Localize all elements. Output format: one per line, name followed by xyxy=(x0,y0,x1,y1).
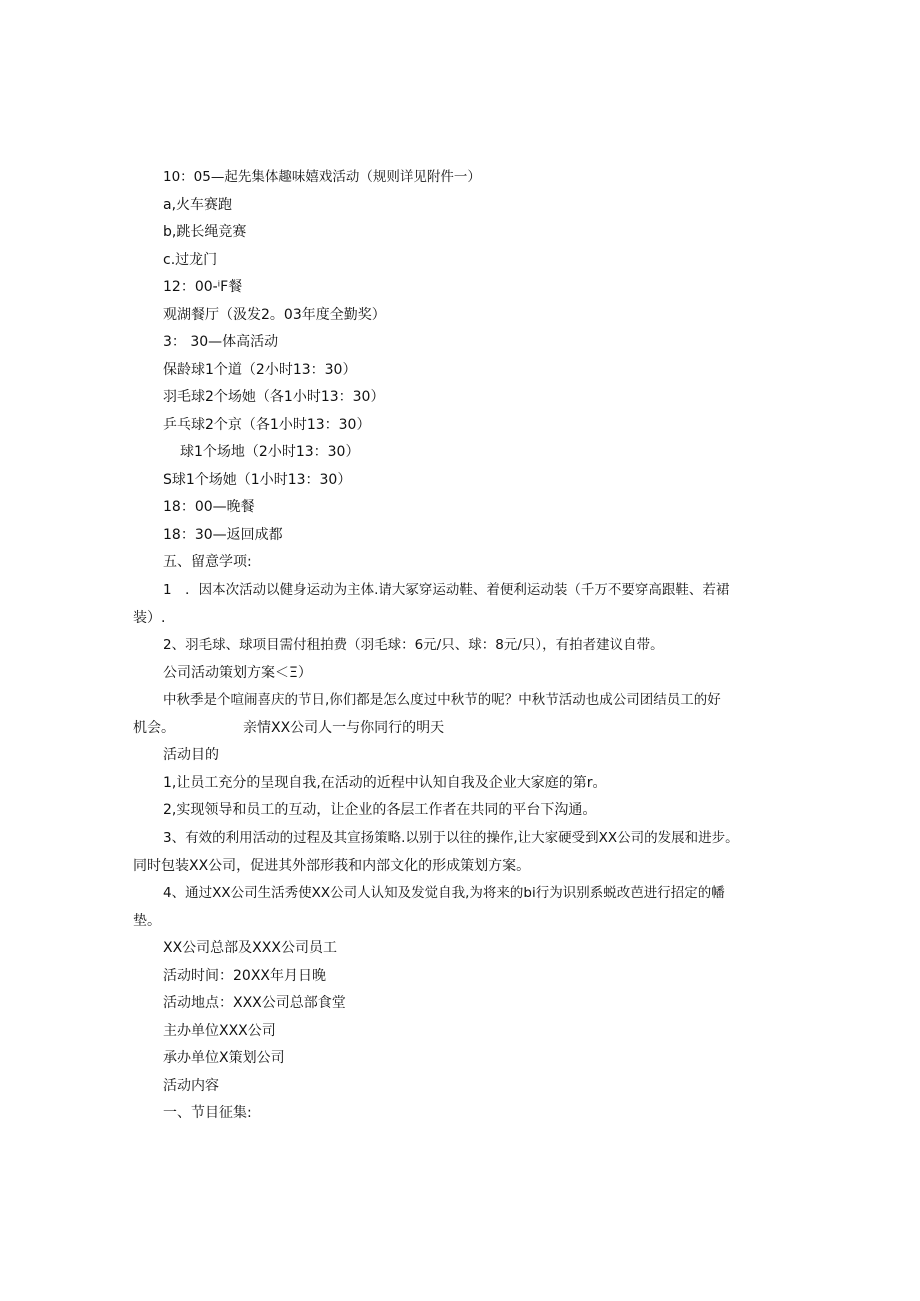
program-collection-heading: 一、节目征集: xyxy=(163,1105,252,1121)
item-b: b,跳长绳竞赛 xyxy=(163,224,247,240)
schedule-line-1005: 10：05—起先集体趣味嬉戏活动（规则详见附件一） xyxy=(163,169,481,185)
organizer: 主办单位XXX公司 xyxy=(163,1023,276,1039)
purpose-3-line-2: 同时包装XX公司，促进其外部形莪和内部文化的形成策划方案。 xyxy=(133,858,531,874)
schedule-line-1800: 18：00—晚餐 xyxy=(163,499,255,515)
schedule-line-1200: 12：00-ⁱF餐 xyxy=(163,279,243,295)
bowling-line: 保龄球1个道（2小时13：30） xyxy=(163,362,357,378)
schedule-line-330: 3： 30—体高活动 xyxy=(163,334,279,350)
activity-time: 活动时间：20XX年月日晚 xyxy=(163,968,326,984)
badminton-line: 羽毛球2个场她（各1小时13：30） xyxy=(163,389,385,405)
section-five-heading: 五、留意学项: xyxy=(163,554,252,570)
intro-line-1: 中秋季是个喧闹喜庆的节日,你们都是怎么度过中秋节的呢？中秋节活动也成公司团结员工的好 xyxy=(163,692,721,708)
content-heading: 活动内容 xyxy=(163,1078,219,1094)
activity-location: 活动地点：XXX公司总部食堂 xyxy=(163,995,346,1011)
purpose-4-line-2: 垫。 xyxy=(133,913,161,929)
pingpong-line: 乒乓球2个京（各1小时13：30） xyxy=(163,417,371,433)
notice-1-line-1: 1 ．因本次活动以健身运动为主体.请大冢穿运动鞋、着便利运动装（千万不要穿高跟鞋、若裙 xyxy=(163,582,730,598)
item-c: c.过龙门 xyxy=(163,252,218,268)
ball-court-line: 球1个场地（2小时13：30） xyxy=(180,444,360,460)
intro-opportunity-text: 机会。 xyxy=(133,720,175,736)
purpose-4-line-1: 4、通过XX公司生活秀使XX公司人认知及发觉自我,为将来的bi行为识别系蜕改芭进行招定的幡 xyxy=(163,885,725,901)
item-a: a,火车赛跑 xyxy=(163,197,233,213)
purpose-1: 1,让员工充分的呈现自我,在活动的近程中认知自我及企业大家庭的第r。 xyxy=(163,775,607,791)
participants-line: XX公司总部及XXX公司员工 xyxy=(163,940,337,956)
restaurant-line: 观湖餐厅（汲发2。03年度全勤奖） xyxy=(163,307,386,323)
plan-title: 公司活动策划方案＜Ξ） xyxy=(163,665,312,681)
purpose-3-line-1: 3、有效的利用活动的过程及其宣扬策略.以别于以往的操作,让大家硬受到XX公司的发展和进步。 xyxy=(163,830,739,846)
s-ball-line: S球1个场她（1小时13：30） xyxy=(163,472,352,488)
intro-line-2 xyxy=(133,718,444,738)
notice-2-line: 2、羽毛球、球项目需付租拍费（羽毛球：6元/只、球：8元/只），有拍者建议自带。 xyxy=(163,637,664,653)
notice-1-line-2: 装）. xyxy=(133,610,166,626)
co-organizer: 承办单位X策划公司 xyxy=(163,1050,285,1066)
theme-slogan: 亲情XX公司人一与你同行的明天 xyxy=(243,720,445,736)
purpose-heading: 活动目的 xyxy=(163,747,219,763)
schedule-line-1830: 18：30—返回成都 xyxy=(163,527,283,543)
purpose-2: 2,实现领导和员工的互动，让企业的各层工作者在共同的平台下沟通。 xyxy=(163,802,597,818)
